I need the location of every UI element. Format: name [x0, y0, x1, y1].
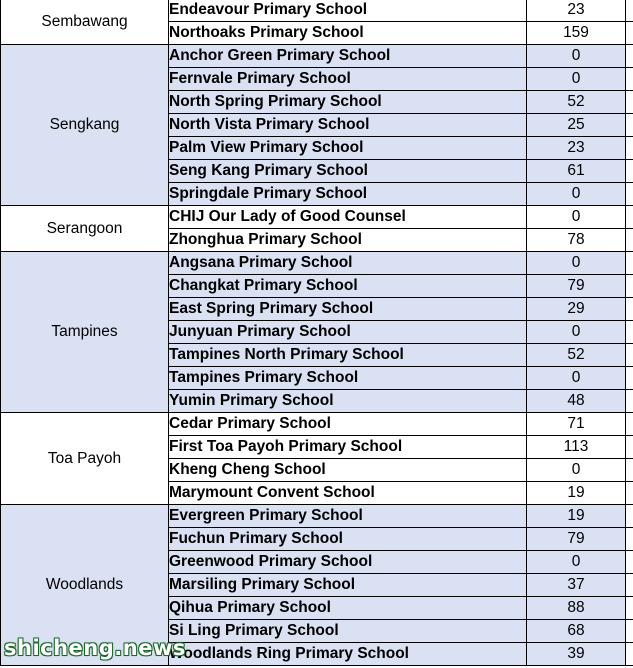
empty-cell[interactable] [626, 574, 633, 597]
table-row [1, 413, 633, 436]
empty-cell[interactable] [626, 68, 633, 91]
empty-cell[interactable] [626, 436, 633, 459]
school-name-cell[interactable]: Si Ling Primary School [169, 620, 527, 643]
school-name-cell[interactable]: Zhonghua Primary School [169, 229, 527, 252]
count-cell[interactable]: 0 [527, 321, 626, 344]
count-cell[interactable]: 39 [527, 643, 626, 666]
count-cell[interactable]: 48 [527, 390, 626, 413]
count-cell[interactable]: 113 [527, 436, 626, 459]
region-cell[interactable]: Tampines [1, 252, 169, 413]
empty-cell[interactable] [626, 183, 633, 206]
table-row [1, 45, 633, 68]
school-name-cell[interactable]: Yumin Primary School [169, 390, 527, 413]
count-cell[interactable]: 52 [527, 91, 626, 114]
empty-cell[interactable] [626, 91, 633, 114]
empty-cell[interactable] [626, 114, 633, 137]
count-cell[interactable]: 71 [527, 413, 626, 436]
empty-cell[interactable] [626, 459, 633, 482]
count-cell[interactable]: 0 [527, 206, 626, 229]
school-name-cell[interactable]: Fuchun Primary School [169, 528, 527, 551]
count-cell[interactable]: 0 [527, 68, 626, 91]
school-name-cell[interactable]: North Spring Primary School [169, 91, 527, 114]
empty-cell[interactable] [626, 505, 633, 528]
school-name-cell[interactable]: Marymount Convent School [169, 482, 527, 505]
table-row [1, 206, 633, 229]
count-cell[interactable]: 23 [527, 0, 626, 22]
empty-cell[interactable] [626, 206, 633, 229]
table-row [1, 0, 633, 22]
school-name-cell[interactable]: Endeavour Primary School [169, 0, 527, 22]
empty-cell[interactable] [626, 160, 633, 183]
school-name-cell[interactable]: Northoaks Primary School [169, 22, 527, 45]
empty-cell[interactable] [626, 45, 633, 68]
table-row [1, 252, 633, 275]
empty-cell[interactable] [626, 137, 633, 160]
school-name-cell[interactable]: Palm View Primary School [169, 137, 527, 160]
empty-cell[interactable] [626, 413, 633, 436]
count-cell[interactable]: 78 [527, 229, 626, 252]
count-cell[interactable]: 52 [527, 344, 626, 367]
region-cell[interactable]: Woodlands [1, 505, 169, 666]
count-cell[interactable]: 19 [527, 505, 626, 528]
school-name-cell[interactable]: Greenwood Primary School [169, 551, 527, 574]
school-name-cell[interactable]: Springdale Primary School [169, 183, 527, 206]
region-cell[interactable]: Serangoon [1, 206, 169, 252]
school-name-cell[interactable]: North Vista Primary School [169, 114, 527, 137]
count-cell[interactable]: 0 [527, 459, 626, 482]
school-name-cell[interactable]: Kheng Cheng School [169, 459, 527, 482]
empty-cell[interactable] [626, 252, 633, 275]
school-name-cell[interactable]: Tampines Primary School [169, 367, 527, 390]
empty-cell[interactable] [626, 0, 633, 22]
empty-cell[interactable] [626, 597, 633, 620]
school-name-cell[interactable]: CHIJ Our Lady of Good Counsel [169, 206, 527, 229]
empty-cell[interactable] [626, 344, 633, 367]
school-name-cell[interactable]: First Toa Payoh Primary School [169, 436, 527, 459]
school-name-cell[interactable]: Seng Kang Primary School [169, 160, 527, 183]
count-cell[interactable]: 0 [527, 551, 626, 574]
count-cell[interactable]: 79 [527, 528, 626, 551]
empty-cell[interactable] [626, 620, 633, 643]
school-name-cell[interactable]: Evergreen Primary School [169, 505, 527, 528]
count-cell[interactable]: 37 [527, 574, 626, 597]
count-cell[interactable]: 29 [527, 298, 626, 321]
table-row [1, 505, 633, 528]
school-name-cell[interactable]: Marsiling Primary School [169, 574, 527, 597]
empty-cell[interactable] [626, 528, 633, 551]
count-cell[interactable]: 0 [527, 45, 626, 68]
school-name-cell[interactable]: Angsana Primary School [169, 252, 527, 275]
count-cell[interactable]: 23 [527, 137, 626, 160]
school-name-cell[interactable]: Cedar Primary School [169, 413, 527, 436]
watermark: shicheng.news [4, 636, 186, 660]
empty-cell[interactable] [626, 551, 633, 574]
school-name-cell[interactable]: Anchor Green Primary School [169, 45, 527, 68]
region-cell[interactable]: Toa Payoh [1, 413, 169, 505]
region-cell[interactable]: Sengkang [1, 45, 169, 206]
school-name-cell[interactable]: Woodlands Ring Primary School [169, 643, 527, 666]
empty-cell[interactable] [626, 298, 633, 321]
empty-cell[interactable] [626, 390, 633, 413]
count-cell[interactable]: 0 [527, 183, 626, 206]
count-cell[interactable]: 61 [527, 160, 626, 183]
region-cell[interactable]: Sembawang [1, 0, 169, 45]
count-cell[interactable]: 79 [527, 275, 626, 298]
empty-cell[interactable] [626, 275, 633, 298]
empty-cell[interactable] [626, 643, 633, 666]
school-name-cell[interactable]: Qihua Primary School [169, 597, 527, 620]
school-name-cell[interactable]: East Spring Primary School [169, 298, 527, 321]
school-table-body [1, 0, 633, 666]
count-cell[interactable]: 0 [527, 252, 626, 275]
school-name-cell[interactable]: Junyuan Primary School [169, 321, 527, 344]
count-cell[interactable]: 19 [527, 482, 626, 505]
count-cell[interactable]: 25 [527, 114, 626, 137]
school-name-cell[interactable]: Changkat Primary School [169, 275, 527, 298]
empty-cell[interactable] [626, 321, 633, 344]
empty-cell[interactable] [626, 229, 633, 252]
empty-cell[interactable] [626, 367, 633, 390]
count-cell[interactable]: 0 [527, 367, 626, 390]
school-name-cell[interactable]: Fernvale Primary School [169, 68, 527, 91]
school-name-cell[interactable]: Tampines North Primary School [169, 344, 527, 367]
count-cell[interactable]: 159 [527, 22, 626, 45]
empty-cell[interactable] [626, 22, 633, 45]
count-cell[interactable]: 88 [527, 597, 626, 620]
empty-cell[interactable] [626, 482, 633, 505]
count-cell[interactable]: 68 [527, 620, 626, 643]
